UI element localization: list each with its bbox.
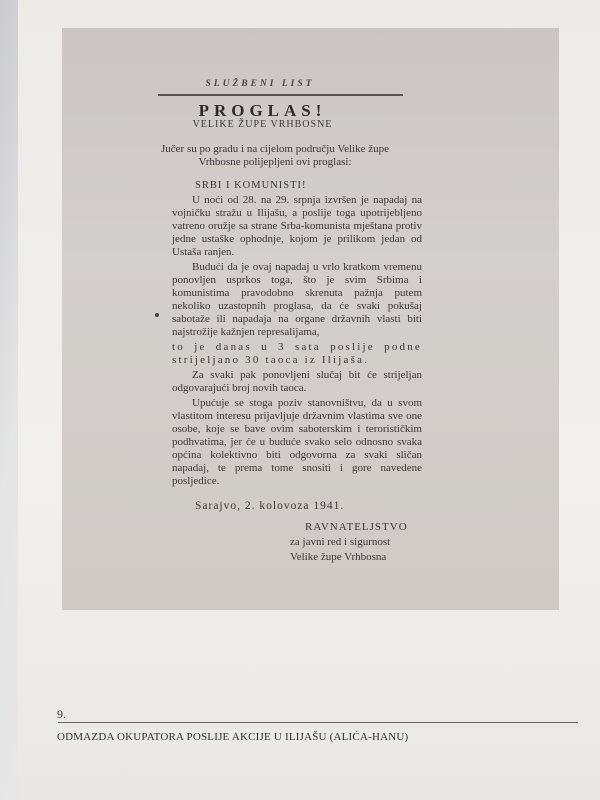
signature-line-2: za javni red i sigurnost bbox=[290, 536, 391, 548]
paragraph-2: Budući da je ovaj napadaj u vrlo kratkom vremenu ponovljen usprkos toga, što je svim Srbima i komunistima pravodobno skrenuta pažnja putem nekoliko uzastopnih proglasa, da će svaki pokušaj sabotaže ili napadaja na organe državnih vlasti biti najstrožije kažnjen represalijama, bbox=[172, 261, 422, 338]
footer-rule bbox=[58, 722, 578, 723]
margin-dot bbox=[155, 313, 159, 317]
spaced-sentence: to je danas u 3 sata poslije podne strijeljano 30 taoca iz Ilijaša. bbox=[172, 341, 422, 366]
newspaper-header: SLUŽBENI LIST bbox=[205, 79, 315, 89]
paragraph-1: U noći od 28. na 29. srpnja izvršen je napadaj na vojničku stražu u Ilijašu, a poslije toga upotrijebljeno vatreno oružje sa strane Srba-komunista mještana protiv jedne ustaške ophodnje, kojom je prilikom jedan od Ustaša ranjen. bbox=[172, 194, 422, 258]
paragraph-3: Za svaki pak ponovljeni slučaj bit će strijeljan odgovarajući broj novih taoca. bbox=[172, 369, 422, 394]
page-number: 9. bbox=[57, 707, 66, 721]
header-rule bbox=[158, 94, 403, 96]
paragraph-4: Upućuje se stoga poziv stanovništvu, da u svom vlastitom interesu prijavljuje državnim vlastima sve one osobe, koje se bave ovim saboterskim i terorističkim podhvatima, jer će u buduće svako selo odnosno svaka općina kolektivno biti odgovorna za svaki sličan napadaj, te prema tome snositi i gore navedene posljedice. bbox=[172, 397, 422, 487]
proclamation-document bbox=[100, 78, 520, 564]
place-date: Sarajvo, 2. kolovoza 1941. bbox=[195, 500, 345, 512]
proclamation-subtitle: VELIKE ŽUPE VRHBOSNE bbox=[192, 119, 333, 130]
intro-text: Jučer su po gradu i na cijelom području Velike župe Vrhbosne polijepljeni ovi proglasi: bbox=[161, 143, 389, 168]
signature-line-1: RAVNATELJSTVO bbox=[305, 521, 408, 533]
address-line: SRBI I KOMUNISTI! bbox=[195, 180, 307, 191]
figure-caption: ODMAZDA OKUPATORA POSLIJE AKCIJE U ILIJAŠU (ALIĆA-HANU) bbox=[57, 731, 409, 743]
proclamation-title: PROGLAS! bbox=[198, 101, 327, 120]
signature-line-3: Velike župe Vrhbosna bbox=[290, 551, 387, 563]
